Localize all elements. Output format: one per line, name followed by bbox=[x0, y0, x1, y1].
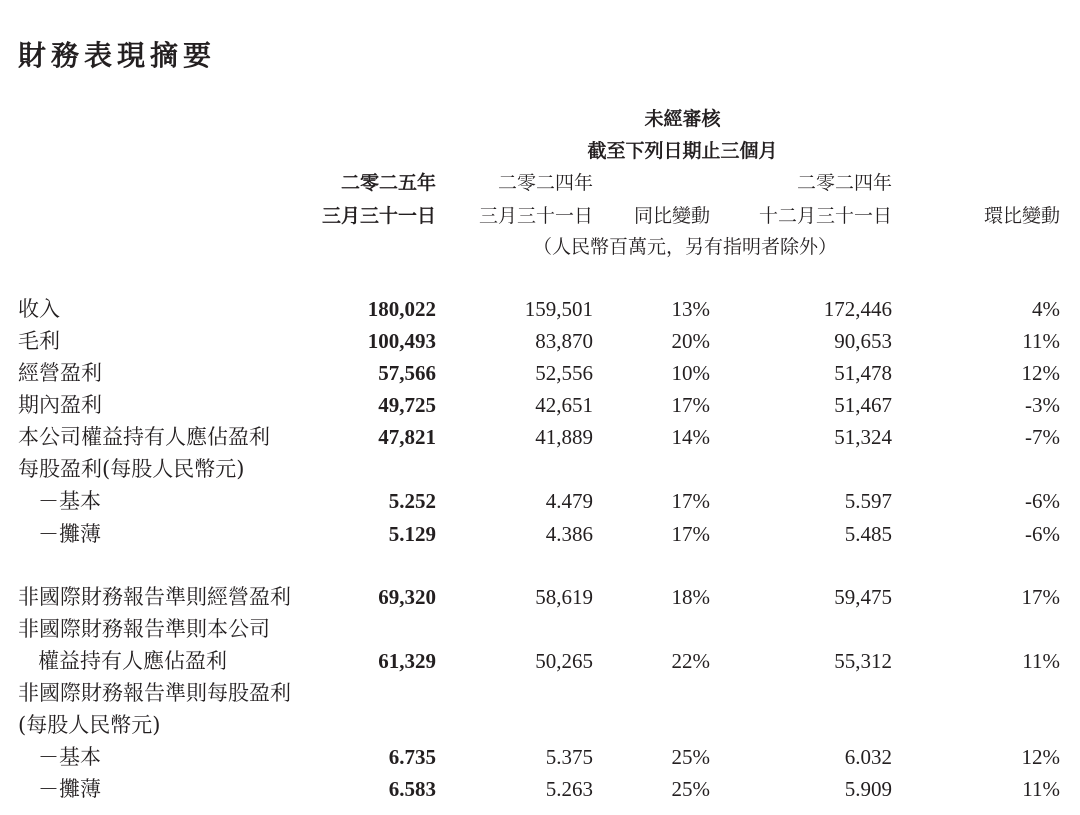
value-yoy: 14% bbox=[671, 425, 710, 449]
value-qoq: -3% bbox=[1025, 393, 1060, 417]
value-prev-quarter: 51,324 bbox=[834, 425, 892, 449]
value-yoy: 22% bbox=[671, 649, 710, 673]
row-label: 非國際財務報告準則本公司 bbox=[18, 617, 270, 641]
row-label: 每股盈利(每股人民幣元) bbox=[18, 457, 245, 481]
row-label: 毛利 bbox=[18, 329, 60, 353]
table-row bbox=[0, 710, 1080, 740]
col-qoq: 環比變動 bbox=[983, 205, 1060, 227]
period-label: 截至下列日期止三個月 bbox=[587, 140, 778, 162]
value-prev-quarter: 59,475 bbox=[834, 585, 892, 609]
value-prev-quarter: 55,312 bbox=[834, 649, 892, 673]
value-prev-year: 42,651 bbox=[535, 393, 593, 417]
value-prev-year: 5.375 bbox=[545, 745, 593, 769]
value-prev-quarter: 5.485 bbox=[844, 522, 892, 546]
table-row bbox=[0, 358, 1080, 388]
value-current: 5.129 bbox=[388, 522, 436, 546]
value-yoy: 20% bbox=[671, 329, 710, 353]
row-label: 經營盈利 bbox=[18, 361, 102, 385]
col-current-date: 三月三十一日 bbox=[321, 205, 436, 227]
value-qoq: 4% bbox=[1032, 297, 1060, 321]
value-current: 47,821 bbox=[378, 425, 436, 449]
unit-note: （人民幣百萬元，另有指明者除外） bbox=[532, 236, 837, 258]
value-prev-quarter: 6.032 bbox=[844, 745, 892, 769]
table-row bbox=[0, 294, 1080, 324]
table-row bbox=[0, 582, 1080, 612]
value-prev-year: 5.263 bbox=[545, 777, 593, 801]
value-prev-year: 50,265 bbox=[535, 649, 593, 673]
row-label: －基本 bbox=[38, 489, 101, 513]
table-row bbox=[0, 422, 1080, 452]
value-yoy: 18% bbox=[671, 585, 710, 609]
col-yoy: 同比變動 bbox=[633, 205, 710, 227]
row-label: －基本 bbox=[38, 745, 101, 769]
row-label: 收入 bbox=[18, 297, 60, 321]
value-prev-quarter: 5.909 bbox=[844, 777, 892, 801]
table-row bbox=[0, 614, 1080, 644]
value-qoq: 12% bbox=[1021, 361, 1060, 385]
value-prev-quarter: 51,478 bbox=[834, 361, 892, 385]
row-label: 非國際財務報告準則每股盈利 bbox=[18, 681, 291, 705]
table-row bbox=[0, 454, 1080, 484]
row-label: 本公司權益持有人應佔盈利 bbox=[18, 425, 270, 449]
value-current: 100,493 bbox=[367, 329, 436, 353]
table-row bbox=[0, 646, 1080, 676]
value-prev-year: 4.479 bbox=[545, 489, 593, 513]
col-prev-year: 二零二四年 bbox=[497, 172, 593, 194]
table-row bbox=[0, 774, 1080, 804]
value-yoy: 25% bbox=[671, 777, 710, 801]
value-prev-year: 159,501 bbox=[524, 297, 593, 321]
table-row bbox=[0, 742, 1080, 772]
table-row bbox=[0, 390, 1080, 420]
row-label: 期內盈利 bbox=[18, 393, 102, 417]
value-prev-quarter: 51,467 bbox=[834, 393, 892, 417]
value-prev-year: 83,870 bbox=[535, 329, 593, 353]
value-prev-quarter: 90,653 bbox=[834, 329, 892, 353]
value-current: 61,329 bbox=[378, 649, 436, 673]
col-prev-date: 三月三十一日 bbox=[478, 205, 593, 227]
table-row bbox=[0, 326, 1080, 356]
value-yoy: 17% bbox=[671, 522, 710, 546]
value-current: 49,725 bbox=[378, 393, 436, 417]
value-qoq: 17% bbox=[1021, 585, 1060, 609]
table-row bbox=[0, 519, 1080, 549]
value-qoq: -6% bbox=[1025, 522, 1060, 546]
value-qoq: -6% bbox=[1025, 489, 1060, 513]
value-qoq: -7% bbox=[1025, 425, 1060, 449]
row-label: 權益持有人應佔盈利 bbox=[38, 649, 227, 673]
value-current: 6.735 bbox=[388, 745, 436, 769]
value-prev-year: 41,889 bbox=[535, 425, 593, 449]
value-prev-year: 58,619 bbox=[535, 585, 593, 609]
value-qoq: 11% bbox=[1022, 649, 1060, 673]
value-prev-year: 4.386 bbox=[545, 522, 593, 546]
value-current: 180,022 bbox=[367, 297, 436, 321]
value-yoy: 17% bbox=[671, 489, 710, 513]
col-current-year: 二零二五年 bbox=[340, 172, 436, 194]
value-qoq: 12% bbox=[1021, 745, 1060, 769]
value-prev-quarter: 5.597 bbox=[844, 489, 892, 513]
col-dec-year: 二零二四年 bbox=[796, 172, 892, 194]
row-label: 非國際財務報告準則經營盈利 bbox=[18, 585, 291, 609]
value-current: 69,320 bbox=[378, 585, 436, 609]
value-yoy: 25% bbox=[671, 745, 710, 769]
page-title: 財務表現摘要 bbox=[18, 39, 217, 72]
table-row bbox=[0, 486, 1080, 516]
value-yoy: 17% bbox=[671, 393, 710, 417]
value-qoq: 11% bbox=[1022, 777, 1060, 801]
value-prev-quarter: 172,446 bbox=[823, 297, 892, 321]
value-prev-year: 52,556 bbox=[535, 361, 593, 385]
row-label: (每股人民幣元) bbox=[18, 713, 161, 737]
row-label: －攤薄 bbox=[38, 777, 101, 801]
value-yoy: 13% bbox=[671, 297, 710, 321]
row-label: －攤薄 bbox=[38, 522, 101, 546]
value-current: 57,566 bbox=[378, 361, 436, 385]
unaudited-label: 未經審核 bbox=[644, 108, 721, 130]
value-current: 6.583 bbox=[388, 777, 436, 801]
table-row bbox=[0, 678, 1080, 708]
value-yoy: 10% bbox=[671, 361, 710, 385]
value-qoq: 11% bbox=[1022, 329, 1060, 353]
col-dec-date: 十二月三十一日 bbox=[758, 205, 892, 227]
value-current: 5.252 bbox=[388, 489, 436, 513]
